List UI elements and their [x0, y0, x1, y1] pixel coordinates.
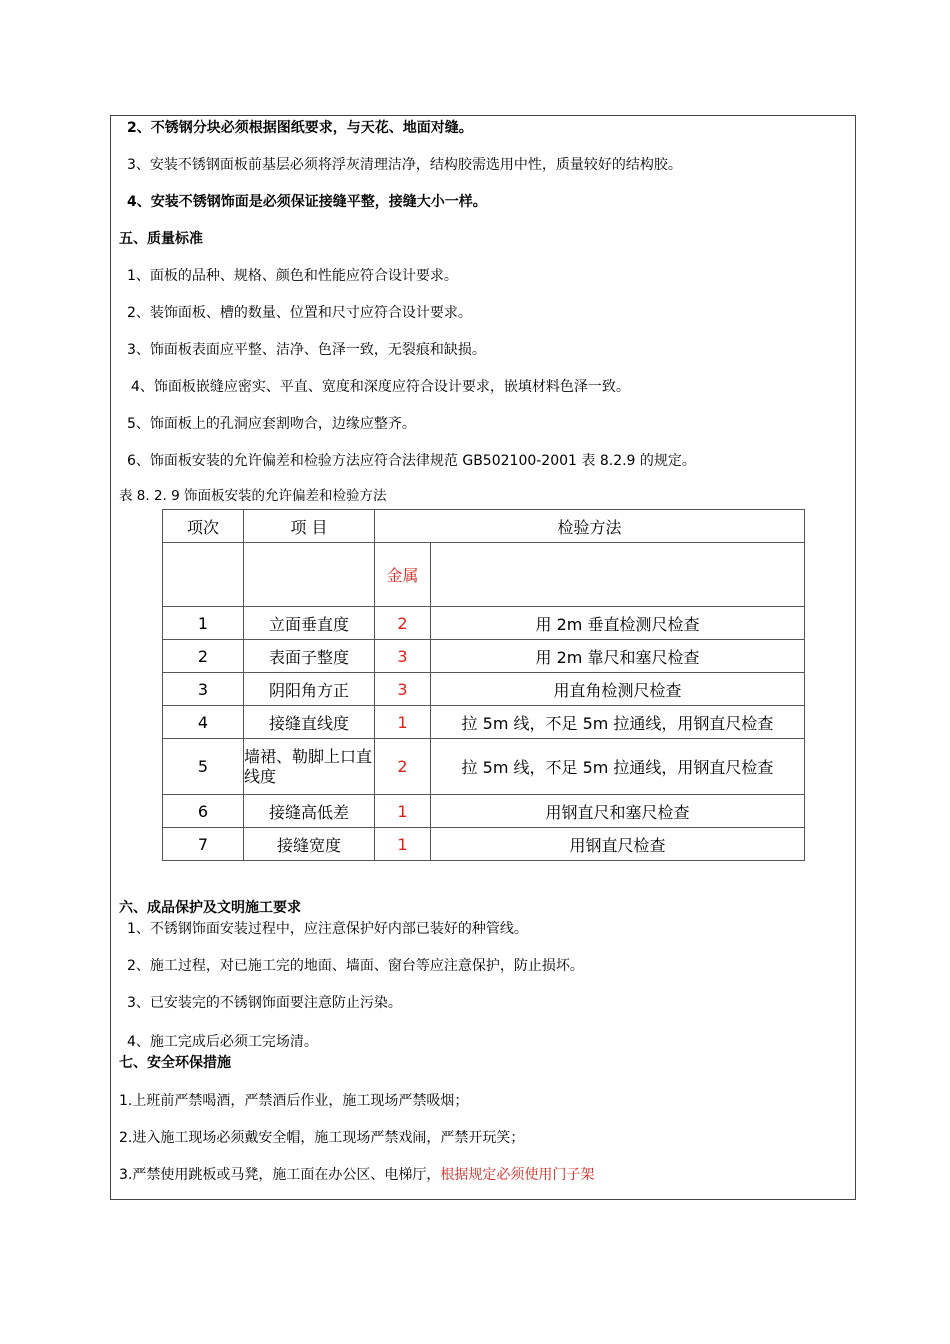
row-index: 2: [163, 640, 244, 673]
table-row: [163, 828, 805, 861]
row-method: 用钢直尺和塞尺检查: [431, 795, 805, 828]
table-row: [163, 673, 805, 706]
section4-item-2: 2、不锈钢分块必须根据图纸要求，与天花、地面对缝。: [127, 120, 473, 136]
row-item: 立面垂直度: [244, 607, 375, 640]
row-value: 1: [375, 706, 431, 739]
table-row: [163, 739, 805, 795]
section6-item-4: 4、施工完成后必须工完场清。: [127, 1034, 318, 1050]
section4-item-3: 3、安装不锈钢面板前基层必须将浮灰清理洁净，结构胶需选用中性，质量较好的结构胶。: [127, 157, 682, 173]
section6-item-1: 1、不锈钢饰面安装过程中，应注意保护好内部已装好的种管线。: [127, 921, 528, 937]
section5-heading: 五、质量标准: [119, 231, 203, 247]
subheader-empty-4: [431, 543, 805, 607]
row-index: 6: [163, 795, 244, 828]
row-item: 阴阳角方正: [244, 673, 375, 706]
section5-item-5: 5、饰面板上的孔洞应套割吻合，边缘应整齐。: [127, 416, 416, 432]
row-value: 3: [375, 640, 431, 673]
row-method: 用直角检测尺检查: [431, 673, 805, 706]
table-row: [163, 607, 805, 640]
section6-item-2: 2、施工过程，对已施工完的地面、墙面、窗台等应注意保护，防止损坏。: [127, 958, 584, 974]
table-caption: 表 8. 2. 9 饰面板安装的允许偏差和检验方法: [119, 488, 387, 504]
row-item: 接缝高低差: [244, 795, 375, 828]
section5-item-4: 4、饰面板嵌缝应密实、平直、宽度和深度应符合设计要求，嵌填材料色泽一致。: [131, 379, 630, 395]
subheader-empty-1: [163, 543, 244, 607]
section7-item-2: 2.进入施工现场必须戴安全帽，施工现场严禁戏闹，严禁开玩笑；: [119, 1130, 525, 1146]
row-method: 用 2m 垂直检测尺检查: [431, 607, 805, 640]
row-index: 4: [163, 706, 244, 739]
row-item: 接缝宽度: [244, 828, 375, 861]
subheader-metal: 金属: [375, 543, 431, 607]
section7-heading: 七、安全环保措施: [119, 1055, 231, 1071]
section5-item-6: 6、饰面板安装的允许偏差和检验方法应符合法律规范 GB502100-2001 表 8.2.9 的规定。: [127, 453, 696, 469]
row-index: 3: [163, 673, 244, 706]
row-value: 2: [375, 739, 431, 795]
table-header-row: [163, 510, 805, 543]
row-value: 1: [375, 828, 431, 861]
row-method: 拉 5m 线，不足 5m 拉通线，用钢直尺检查: [431, 739, 805, 795]
row-item: 墙裙、勒脚上口直线度: [244, 739, 375, 795]
section7-item-3-text: 3.严禁使用跳板或马凳，施工面在办公区、电梯厅，: [119, 1167, 441, 1183]
table-row: [163, 795, 805, 828]
header-index: 项次: [163, 510, 244, 543]
row-method: 拉 5m 线，不足 5m 拉通线，用钢直尺检查: [431, 706, 805, 739]
section5-item-3: 3、饰面板表面应平整、洁净、色泽一致，无裂痕和缺损。: [127, 342, 486, 358]
section6-item-3: 3、已安装完的不锈钢饰面要注意防止污染。: [127, 995, 402, 1011]
table-row: [163, 706, 805, 739]
row-value: 1: [375, 795, 431, 828]
row-index: 1: [163, 607, 244, 640]
row-value: 3: [375, 673, 431, 706]
header-item: 项 目: [244, 510, 375, 543]
row-method: 用钢直尺检查: [431, 828, 805, 861]
row-item: 表面子整度: [244, 640, 375, 673]
tolerance-table: [162, 509, 805, 861]
section7-item-3: [119, 1166, 594, 1184]
section5-item-1: 1、面板的品种、规格、颜色和性能应符合设计要求。: [127, 268, 458, 284]
row-method: 用 2m 靠尺和塞尺检查: [431, 640, 805, 673]
subheader-empty-2: [244, 543, 375, 607]
row-value: 2: [375, 607, 431, 640]
section4-item-4: 4、安装不锈钢饰面是必须保证接缝平整，接缝大小一样。: [127, 194, 487, 210]
table-row: [163, 640, 805, 673]
section5-item-2: 2、装饰面板、槽的数量、位置和尺寸应符合设计要求。: [127, 305, 472, 321]
row-item: 接缝直线度: [244, 706, 375, 739]
row-index: 7: [163, 828, 244, 861]
row-index: 5: [163, 739, 244, 795]
section7-item-3-highlight: 根据规定必须使用门子架: [440, 1167, 595, 1183]
section6-heading: 六、成品保护及文明施工要求: [119, 900, 301, 916]
header-method: 检验方法: [375, 510, 805, 543]
section7-item-1: 1.上班前严禁喝酒，严禁酒后作业，施工现场严禁吸烟；: [119, 1093, 469, 1109]
table-subheader-row: [163, 543, 805, 607]
